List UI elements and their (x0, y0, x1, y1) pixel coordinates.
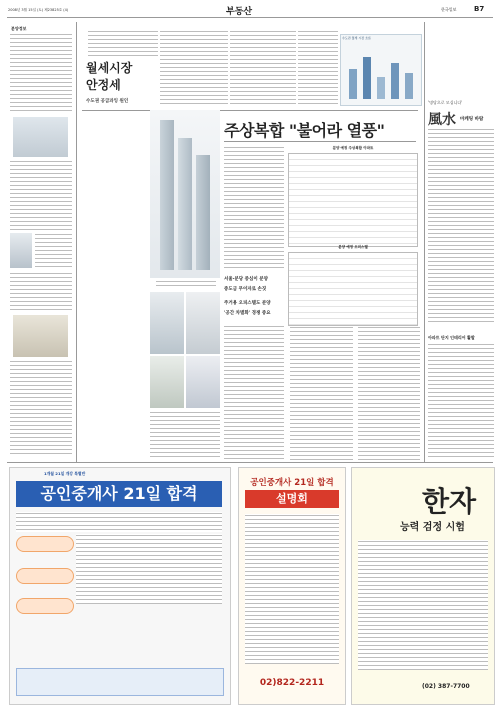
main-deck-3: 주거용 오피스텔도 분양 (224, 301, 271, 306)
ad-middle-title: 공인중개사 21일 합격 (250, 478, 334, 488)
bottom-section-rule (7, 462, 493, 463)
top-section-rule (82, 110, 418, 111)
right-column-text-2 (428, 343, 494, 458)
ad-middle[interactable] (238, 467, 346, 705)
ad-right-phone: (02) 387-7700 (422, 683, 470, 690)
table-2-title: 분양 예정 오피스텔 (338, 245, 368, 249)
ad-middle-text (245, 514, 339, 664)
col2-subheadline: 수도권 공급과잉 원인 (86, 99, 129, 104)
right-column-rule (424, 22, 425, 462)
ad-right-title: 한자 (422, 485, 477, 518)
ad-left-top-label: 1개월 21일 개강 특별반 (44, 471, 86, 476)
main-deck-2: 중도금 무이자로 손짓 (224, 287, 267, 292)
left-column-text-4 (10, 272, 72, 310)
col3-graphic (340, 34, 422, 106)
main-text-2 (224, 325, 284, 460)
ad-right-text (358, 540, 488, 670)
left-photo-3 (13, 315, 68, 357)
section-name: 부동산 (226, 7, 253, 17)
page-number: B7 (474, 5, 485, 13)
ad-left-title: 공인중개사 21일 합격 (16, 481, 222, 507)
col2-headline: 월세시장 안정세 (86, 61, 133, 92)
ad-left-text-2 (76, 534, 222, 604)
col2-text-body (160, 30, 228, 107)
right-column-text (428, 128, 494, 323)
ad-left-badge-1 (16, 536, 74, 552)
ad-left-badge-2 (16, 568, 74, 584)
main-text-5 (150, 411, 220, 460)
left-column-text (10, 33, 72, 113)
paper-name: 한국일보 (441, 7, 457, 12)
header-rule (7, 17, 493, 18)
right-column-kicker: '명당으로 모십니다' (428, 100, 463, 105)
left-photo-1 (13, 117, 68, 157)
header-date: 2008년 3월 15일 (토) 제23825호 (4) (8, 8, 69, 12)
col2-text-top (88, 30, 158, 57)
main-headline-rule (224, 141, 416, 142)
table-2 (288, 245, 418, 326)
main-text-1 (224, 146, 284, 271)
ad-right-subtitle: 능력 검정 시험 (400, 522, 465, 533)
building-photo-5 (186, 356, 220, 408)
ad-middle-subtitle: 설명회 (245, 490, 339, 508)
left-photo-2 (10, 233, 32, 268)
right-column-subhead: 아파트 단지 인테리어 활발 (428, 335, 475, 340)
right-column-title: 風水 (428, 112, 456, 128)
building-photo (150, 110, 220, 278)
left-column-text-5 (10, 360, 72, 457)
left-column-text-3 (35, 233, 72, 268)
left-column-rule (76, 22, 77, 462)
ad-left[interactable] (9, 467, 231, 705)
main-headline: 주상복합 "불어라 열풍" (224, 121, 385, 140)
building-photo-2 (150, 292, 184, 354)
main-text-4 (358, 326, 420, 460)
main-deck-1: 서울·분당 중심이 분양 (224, 277, 268, 282)
main-deck-4: '공간 차별화' 경쟁 중요 (224, 311, 271, 316)
ad-left-badge-3 (16, 598, 74, 614)
table-1 (288, 146, 418, 247)
building-photo-3 (186, 292, 220, 354)
graphic-title: 수도권 월세 시장 흐름 (342, 36, 371, 40)
building-photo-4 (150, 356, 184, 408)
table-1-title: 분양 예정 주상복합 아파트 (332, 146, 374, 150)
building-caption (156, 280, 216, 286)
main-text-3 (290, 326, 353, 460)
ad-middle-phone: 02)822-2211 (259, 678, 325, 688)
ad-left-text-1 (16, 512, 222, 532)
ad-right[interactable] (351, 467, 495, 705)
left-column-text-2 (10, 160, 72, 230)
right-column-subtitle: 마케팅 바람 (460, 117, 484, 122)
col3-text-top (298, 30, 338, 107)
col2-text-body-2 (230, 30, 296, 107)
ad-left-footer (16, 668, 224, 696)
left-column-title: 분양정보 (11, 26, 27, 31)
